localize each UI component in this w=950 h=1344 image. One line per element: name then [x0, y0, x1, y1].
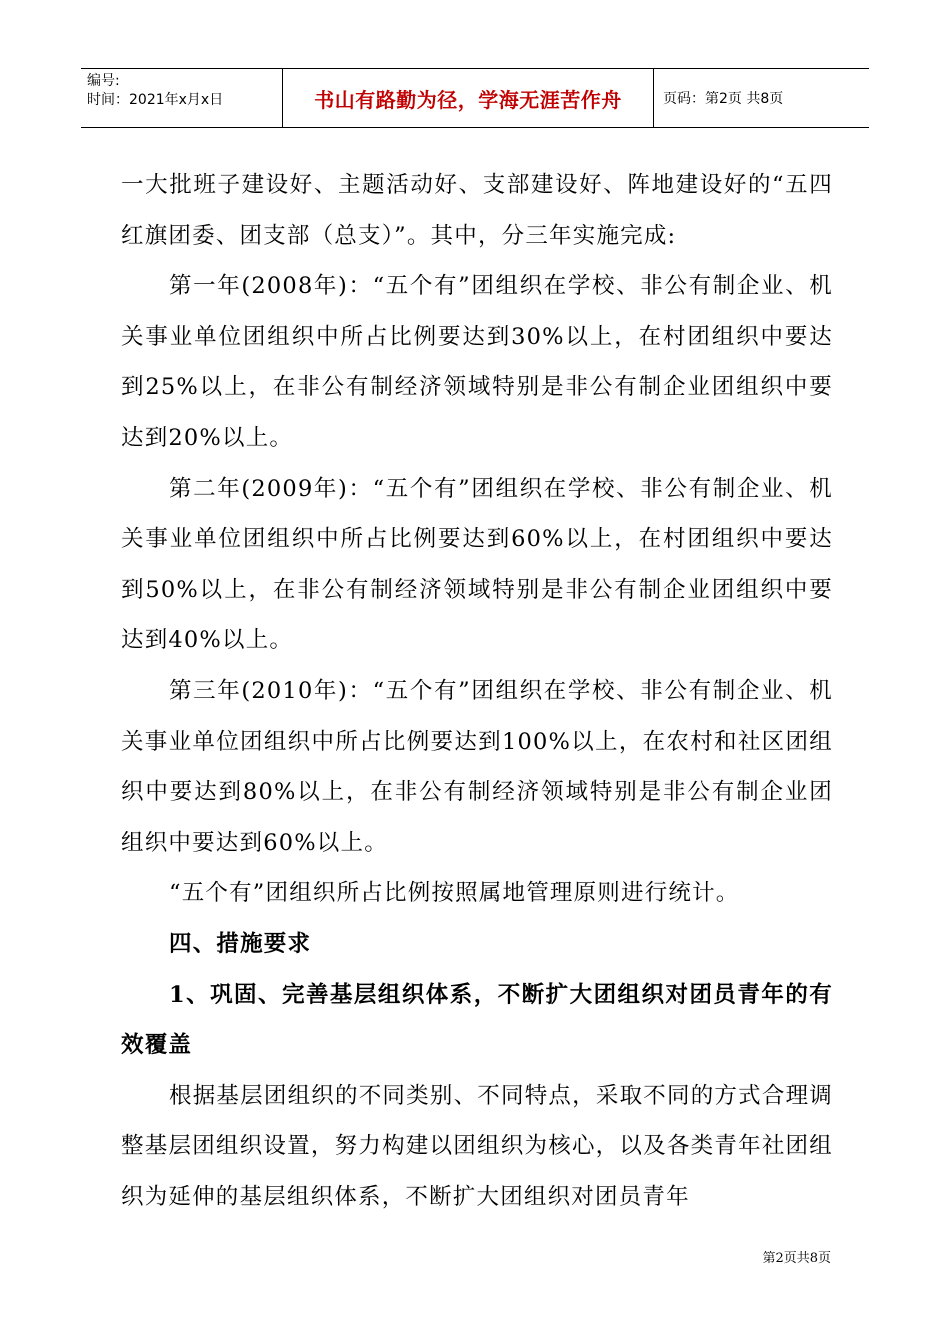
document-time-label: 时间：2021年x月x日 [87, 92, 224, 108]
paragraph-year-three: 第三年(2010年)：“五个有”团组织在学校、非公有制企业、机关事业单位团组织中所占比例要达到100%以上，在农村和社区团组织中要达到80%以上，在非公有制经济领域特别是非公有制企业团组织中要达到60%以上。 [121, 677, 833, 856]
header-meta-cell [81, 69, 283, 127]
paragraph-year-one: 第一年(2008年)：“五个有”团组织在学校、非公有制企业、机关事业单位团组织中所占比例要达到30%以上，在村团组织中要达到25%以上，在非公有制经济领域特别是非公有制企业团组织中要达到20%以上。 [121, 273, 833, 451]
document-number-label: 编号: [87, 73, 120, 89]
header-page-info: 页码：第2页 共8页 [663, 91, 784, 107]
header-table [81, 68, 869, 128]
paragraph-organization-system: 根据基层团组织的不同类别、不同特点，采取不同的方式合理调整基层团组织设置，努力构建以团组织为核心，以及各类青年社团组织为延伸的基层组织体系，不断扩大团组织对团员青年 [121, 1082, 833, 1210]
document-body [121, 160, 833, 1222]
paragraph-statistics-note: “五个有”团组织所占比例按照属地管理原则进行统计。 [169, 880, 740, 907]
subsection-heading-1: 1、巩固、完善基层组织体系，不断扩大团组织对团员青年的有效覆盖 [121, 981, 833, 1059]
page-footer: 第2页共8页 [762, 1251, 831, 1266]
header-motto: 书山有路勤为径，学海无涯苦作舟 [283, 69, 654, 127]
paragraph-intro: 一大批班子建设好、主题活动好、支部建设好、阵地建设好的“五四红旗团委、团支部（总支）”。其中，分三年实施完成: [121, 172, 833, 249]
section-heading-measures: 四、措施要求 [169, 930, 312, 957]
paragraph-year-two: 第二年(2009年)：“五个有”团组织在学校、非公有制企业、机关事业单位团组织中所占比例要达到60%以上，在村团组织中要达到50%以上，在非公有制经济领域特别是非公有制企业团组织中要达到40%以上。 [121, 475, 833, 654]
